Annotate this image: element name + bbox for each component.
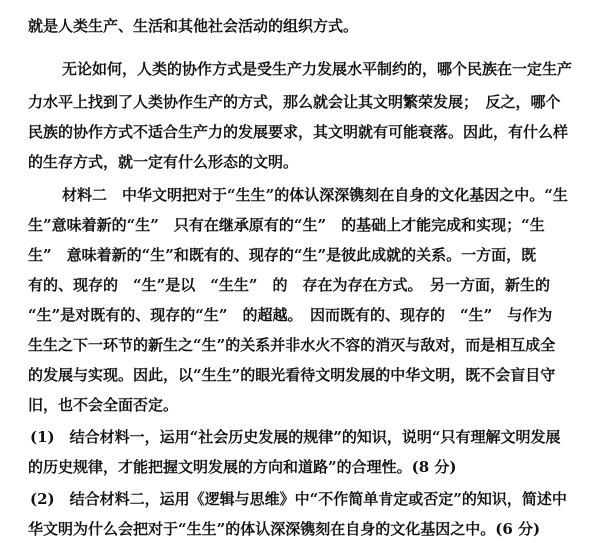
text-line-content: 就是人类生产、生活和其他社会活动的组织方式。	[28, 17, 359, 35]
text-line-content: 生生之下一环节的新生之“生”的关系并非水火不容的消灭与敌对，而是相互成全	[28, 336, 556, 354]
text-line	[0, 148, 605, 176]
text-line-content: 旧，也不会全面否定。	[28, 396, 179, 414]
text-line-content: 力水平上找到了人类协作生产的方式，那么就会让其文明繁荣发展； 反之，哪个	[28, 93, 561, 111]
text-line-content: 生”意味着新的“生” 只有在继承原有的“生” 的基础上才能完成和实现；“生	[28, 216, 545, 234]
text-line	[0, 211, 605, 239]
text-line	[0, 88, 605, 116]
question-line	[0, 485, 605, 513]
text-line-content: 有的、现存的 “生”是以 “生生” 的 存在为存在方式。 另一方面，新生的	[28, 276, 551, 294]
text-line-content: 的发展与实现。因此，以“生生”的眼光看待文明发展的中华文明，既不会盲目守	[28, 366, 556, 384]
question-line	[0, 423, 605, 451]
text-line	[0, 361, 605, 389]
text-line-content: “生”是对既有的、现存的“生” 的超越。 因而既有的、现存的 “生” 与作为	[28, 306, 553, 324]
question-line	[0, 453, 605, 481]
text-line	[0, 12, 605, 40]
question-line	[0, 515, 605, 543]
text-line-content: 生” 意味着新的“生”和既有的、现存的“生”是彼此成就的关系。一方面，既	[28, 246, 537, 264]
text-line-content: 的生存方式，就一定有什么形态的文明。	[28, 153, 299, 171]
text-line-content: 无论如何，人类的协作方式是受生产力发展水平制约的，哪个民族在一定生产	[62, 60, 573, 78]
text-line	[0, 391, 605, 419]
text-line	[0, 331, 605, 359]
text-line	[0, 118, 605, 146]
text-line	[0, 301, 605, 329]
question-line-content: (2) 结合材料二，运用《逻辑与思维》中“不作简单肯定或否定”的知识，简述中	[30, 490, 567, 508]
text-line-content: 民族的协作方式不适合生产力的发展要求，其文明就有可能衰落。因此，有什么样	[28, 123, 569, 141]
text-line	[0, 55, 605, 83]
text-line-content: 材料二 中华文明把对于“生生”的体认深深镌刻在自身的文化基因之中。“生	[62, 186, 568, 204]
question-line-content: 的历史规律，才能把握文明发展的方向和道路”的合理性。(8 分)	[28, 458, 457, 476]
text-line	[0, 241, 605, 269]
text-line	[0, 181, 605, 209]
text-line	[0, 271, 605, 299]
question-line-content: 华文明为什么会把对于“生生”的体认深深镌刻在自身的文化基因之中。(6 分)	[28, 520, 541, 538]
question-line-content: (1) 结合材料一，运用“社会历史发展的规律”的知识，说明“只有理解文明发展	[30, 428, 561, 446]
